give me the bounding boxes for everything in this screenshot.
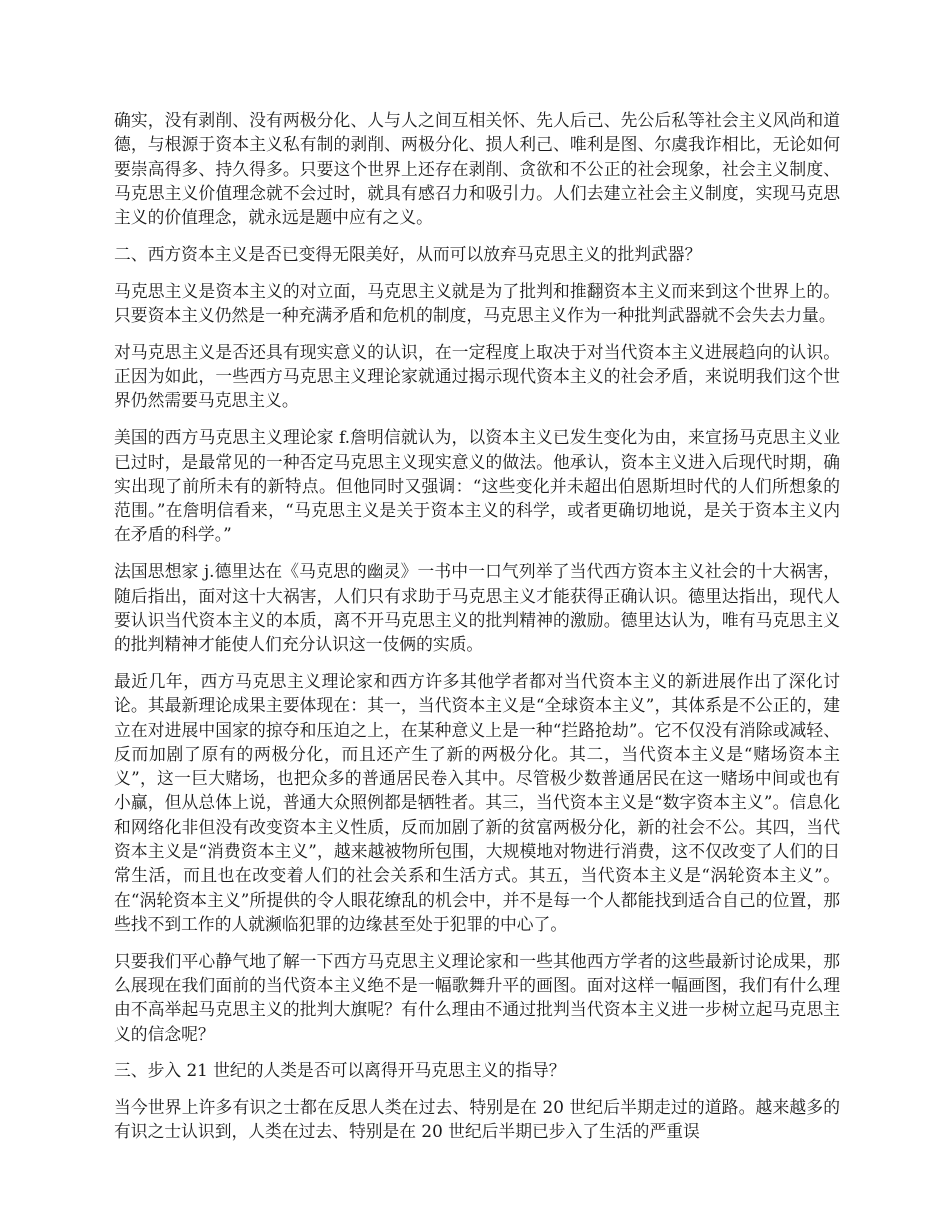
paragraph-recent-research: 最近几年，西方马克思主义理论家和西方许多其他学者都对当代资本主义的新进展作出了深化讨论。其最新理论成果主要体现在：其一，当代资本主义是“全球资本主义”，其体系是不公正的，建立在对进展中国家的掠夺和压迫之上，在某种意义上是一种“拦路抢劫”。它不仅没有消除或减轻、反而加剧了原有的两极分化，而且还产生了新的两极分化。其二，当代资本主义是“赌场资本主义”，这一巨大赌场，也把众多的普通居民卷入其中。尽管极少数普通居民在这一赌场中间或也有小赢，但从总体上说，普通大众照例都是牺牲者。其三，当代资本主义是“数字资本主义”。信息化和网络化非但没有改变资本主义性质，反而加剧了新的贫富两极分化，新的社会不公。其四，当代资本主义是“消费资本主义”，越来越被物所包围，大规模地对物进行消费，这不仅改变了人们的日常生活，而且也在改变着人们的社会关系和生活方式。其五，当代资本主义是“涡轮资本主义”。在“涡轮资本主义”所提供的令人眼花缭乱的机会中，并不是每一个人都能找到适合自己的位置，那些找不到工作的人就濒临犯罪的边缘甚至处于犯罪的中心了。	[114, 670, 840, 934]
paragraph-socialist-morality: 确实，没有剥削、没有两极分化、人与人之间互相关怀、先人后己、先公后私等社会主义风尚和道德，与根源于资本主义私有制的剥削、两极分化、损人利己、唯利是图、尔虞我诈相比，无论如何要崇高得多、持久得多。只要这个世界上还存在剥削、贪欲和不公正的社会现象，社会主义制度、马克思主义价值理念就不会过时，就具有感召力和吸引力。人们去建立社会主义制度，实现马克思主义的价值理念，就永远是题中应有之义。	[114, 110, 840, 228]
section-heading-2: 二、西方资本主义是否已变得无限美好，从而可以放弃马克思主义的批判武器？	[114, 243, 702, 264]
section-heading-3: 三、步入 21 世纪的人类是否可以离得开马克思主义的指导？	[114, 1060, 566, 1081]
paragraph-jameson: 美国的西方马克思主义理论家 f.詹明信就认为，以资本主义已发生变化为由，来宣扬马克思主义业已过时，是最常见的一种否定马克思主义现实意义的做法。他承认，资本主义进入后现代时期，确实出现了前所未有的新特点。但他同时又强调：“这些变化并未超出伯恩斯坦时代的人们所想象的范围。”在詹明信看来，“马克思主义是关于资本主义的科学，或者更确切地说，是关于资本主义内在矛盾的科学。”	[114, 427, 840, 545]
paragraph-calm-understanding: 只要我们平心静气地了解一下西方马克思主义理论家和一些其他西方学者的这些最新讨论成果，那么展现在我们面前的当代资本主义绝不是一幅歌舞升平的画图。面对这样一幅画图，我们有什么理由不高举起马克思主义的批判大旗呢？有什么理由不通过批判当代资本主义进一步树立起马克思主义的信念呢？	[114, 950, 840, 1044]
paragraph-realistic-significance: 对马克思主义是否还具有现实意义的认识，在一定程度上取决于对当代资本主义进展趋向的认识。正因为如此，一些西方马克思主义理论家就通过揭示现代资本主义的社会矛盾，来说明我们这个世界仍然需要马克思主义。	[114, 341, 840, 411]
paragraph-marxism-opposite: 马克思主义是资本主义的对立面，马克思主义就是为了批判和推翻资本主义而来到这个世界上的。只要资本主义仍然是一种充满矛盾和危机的制度，马克思主义作为一种批判武器就不会失去力量。	[114, 280, 840, 326]
paragraph-reflection: 当今世界上许多有识之士都在反思人类在过去、特别是在 20 世纪后半期走过的道路。越来越多的有识之士认识到，人类在过去、特别是在 20 世纪后半期已步入了生活的严重误	[114, 1097, 840, 1142]
document-page	[114, 108, 840, 1156]
paragraph-derrida: 法国思想家 j.德里达在《马克思的幽灵》一书中一口气列举了当代西方资本主义社会的十大祸害，随后指出，面对这十大祸害，人们只有求助于马克思主义才能获得正确认识。德里达指出，现代人要认识当代资本主义的本质，离不开马克思主义的批判精神的激励。德里达认为，唯有马克思主义的批判精神才能使人们充分认识这一伎俩的实质。	[114, 561, 840, 655]
